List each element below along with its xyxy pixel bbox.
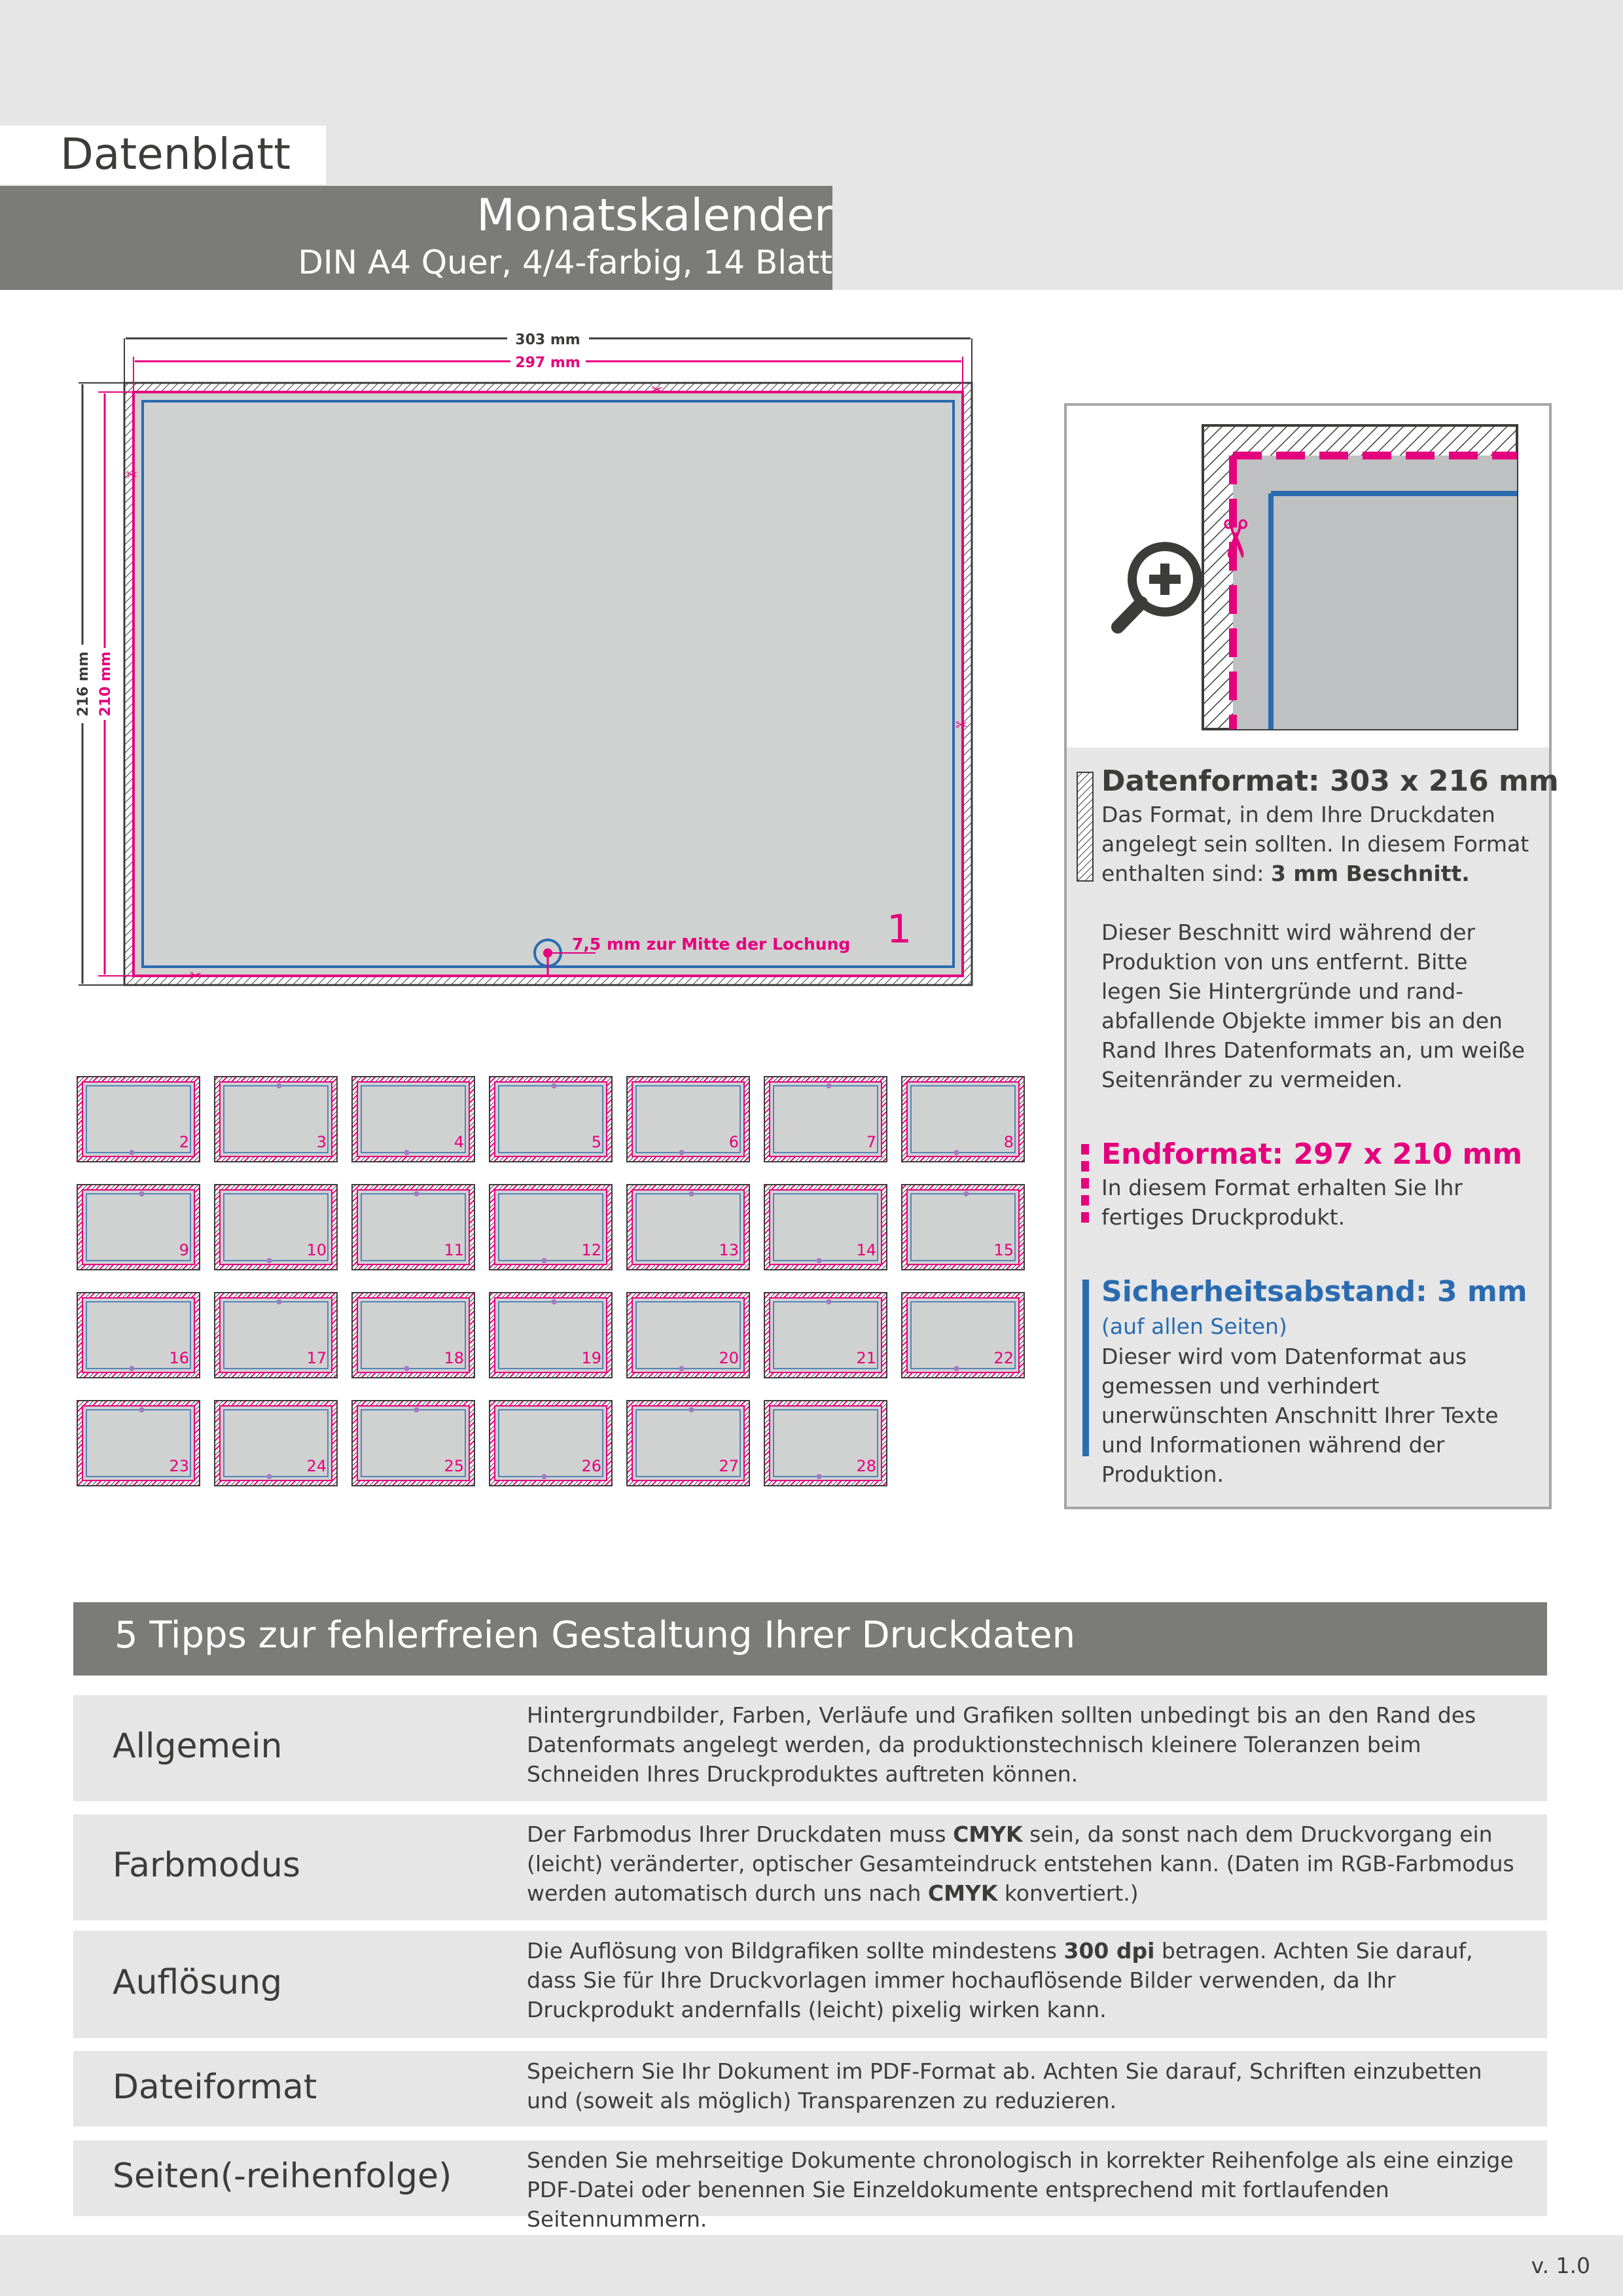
scissors-icon: ✂ <box>126 467 138 484</box>
data-format-text-2: Dieser Beschnitt wird während der Produktion von uns entfernt. Bitte legen Sie Hintergründe und rand-abfallende Objekte immer bis an den Rand Ihres Datenformats an, um weiße Seitenränder zu vermeiden. <box>1101 920 1525 1092</box>
scissors-icon: ✂ <box>651 382 664 399</box>
tip-label: Seiten(-reihenfolge) <box>113 2157 452 2196</box>
safety-heading: Sicherheitsabstand: 3 mm <box>1101 1275 1527 1308</box>
paper-area <box>134 392 963 976</box>
page-thumbnail <box>352 1401 474 1486</box>
format-diagram <box>72 331 988 998</box>
footer-band <box>0 2235 1623 2296</box>
scissors-icon: ✂ <box>955 717 968 734</box>
tip-text: Senden Sie mehrseitige Dokumente chronologisch in korrekter Reihenfolge als eine einzige PDF-Datei oder benennen Sie Einzeldokumente entsprechend mit fortlaufenden Seitennummern. <box>527 2147 1514 2232</box>
page-thumbnails <box>72 1070 1041 1496</box>
page-thumbnail <box>902 1077 1024 1162</box>
page-thumbnail-number: 9 <box>179 1241 189 1259</box>
page-thumbnail <box>627 1185 749 1270</box>
page-thumbnail <box>215 1077 337 1162</box>
tip-label: Allgemein <box>113 1727 283 1766</box>
page-thumbnail-number: 28 <box>856 1457 876 1475</box>
page-thumbnail-number: 14 <box>856 1241 876 1259</box>
page-thumbnail <box>77 1185 200 1270</box>
page-thumbnail <box>77 1077 200 1162</box>
page-thumbnail-number: 17 <box>306 1349 327 1367</box>
tip-text: Speichern Sie Ihr Dokument im PDF-Format ab. Achten Sie darauf, Schriften einzubetten und (soweit als möglich) Transparenzen zu reduzieren. <box>527 2058 1482 2113</box>
tip-text: Der Farbmodus Ihrer Druckdaten muss CMYK sein, da sonst nach dem Druckvorgang ein (leicht) veränderter, optischer Gesamteindruck entstehen kann. (Daten im RGB-Farbmodus werden automatisch durch uns nach CMYK konvertiert.) <box>527 1821 1514 1906</box>
page-thumbnail-number: 16 <box>169 1349 189 1367</box>
page-thumbnail <box>352 1077 474 1162</box>
data-format-heading: Datenformat: 303 x 216 mm <box>1101 764 1559 798</box>
page-thumbnail-number: 27 <box>719 1457 739 1475</box>
page-thumbnail-number: 20 <box>719 1349 739 1367</box>
scissors-icon: ✂ <box>1204 517 1265 562</box>
zoom-in-icon <box>1118 547 1198 627</box>
tip-label: Farbmodus <box>113 1846 300 1885</box>
page-thumbnail <box>490 1185 612 1270</box>
page-thumbnail <box>627 1293 749 1378</box>
page-thumbnail <box>764 1077 887 1162</box>
page-thumbnail <box>627 1401 749 1486</box>
tip-text: Die Auflösung von Bildgrafiken sollte mindestens 300 dpi betragen. Achten Sie darauf, dass Sie für Ihre Druckvorlagen immer hochauflösende Bilder verwenden, da Ihr Druckprodukt andernfalls (leicht) pixelig wirken kann. <box>527 1938 1473 2022</box>
scissors-icon: ✂ <box>190 968 202 984</box>
page-thumbnail-number: 10 <box>306 1241 327 1259</box>
end-format-text: In diesem Format erhalten Sie Ihr fertiges Druckprodukt. <box>1101 1175 1463 1230</box>
page-thumbnail <box>77 1293 200 1378</box>
page-thumbnail <box>490 1401 612 1486</box>
page-thumbnail-number: 4 <box>454 1133 464 1151</box>
safety-text: Dieser wird vom Datenformat aus gemessen und verhindert unerwünschten Anschnitt Ihrer Texte und Informationen während der Produktion. <box>1101 1344 1499 1487</box>
page-thumbnail-number: 13 <box>719 1241 739 1259</box>
page-subtitle: DIN A4 Quer, 4/4-farbig, 14 Blatt <box>298 243 832 281</box>
page-thumbnail-number: 23 <box>169 1457 189 1475</box>
page-thumbnail <box>490 1293 612 1378</box>
end-width-label: 297 mm <box>515 355 580 371</box>
page-thumbnail <box>764 1293 887 1378</box>
page-thumbnail <box>490 1077 612 1162</box>
end-format-heading: Endformat: 297 x 210 mm <box>1101 1138 1523 1171</box>
hole-note: 7,5 mm zur Mitte der Lochung <box>572 935 851 954</box>
page-thumbnail-number: 8 <box>1003 1133 1014 1151</box>
tips-title: 5 Tipps zur fehlerfreien Gestaltung Ihrer Druckdaten <box>115 1614 1076 1657</box>
page-thumbnail-number: 22 <box>993 1349 1014 1367</box>
page-number: 1 <box>887 906 912 952</box>
data-height-label: 216 mm <box>75 651 92 717</box>
page-thumbnail-number: 6 <box>728 1133 739 1151</box>
page-thumbnail-number: 5 <box>591 1133 601 1151</box>
page-thumbnail <box>215 1293 337 1378</box>
page-thumbnail-number: 7 <box>866 1133 876 1151</box>
page-thumbnail-number: 12 <box>581 1241 601 1259</box>
page-thumbnail <box>902 1185 1024 1270</box>
end-height-label: 210 mm <box>98 651 114 717</box>
page-thumbnail <box>764 1185 887 1270</box>
page-thumbnail-number: 25 <box>444 1457 464 1475</box>
page-title: Monatskalender <box>476 190 832 242</box>
page-thumbnail <box>352 1293 474 1378</box>
version-label: v. 1.0 <box>1531 2253 1590 2278</box>
page-thumbnail-number: 18 <box>444 1349 464 1367</box>
tip-label: Auflösung <box>113 1963 283 2002</box>
page-thumbnail <box>215 1185 337 1270</box>
trim-marker <box>1081 1144 1089 1229</box>
page-thumbnail-number: 26 <box>581 1457 601 1475</box>
page-thumbnail-number: 19 <box>581 1349 601 1367</box>
page-thumbnail-number: 2 <box>179 1133 189 1151</box>
safety-subheading: (auf allen Seiten) <box>1101 1314 1287 1339</box>
page-thumbnail-number: 11 <box>444 1241 464 1259</box>
page-thumbnail <box>352 1185 474 1270</box>
page-thumbnail <box>215 1401 337 1486</box>
page-thumbnail <box>902 1293 1024 1378</box>
page-thumbnail-number: 15 <box>993 1241 1014 1259</box>
tip-text: Hintergrundbilder, Farben, Verläufe und Grafiken sollten unbedingt bis an den Rand des Datenformats angelegt werden, da produktionstechnisch kleinere Toleranzen beim Schneiden Ihres Druckproduktes auftreten können. <box>527 1702 1476 1787</box>
page-thumbnail-number: 3 <box>316 1133 327 1151</box>
page-thumbnail <box>627 1077 749 1162</box>
page-thumbnail-number: 24 <box>306 1457 327 1475</box>
data-format-text: Das Format, in dem Ihre Druckdaten angelegt sein sollten. In diesem Format enthalten sind: 3 mm Beschnitt. <box>1101 802 1529 886</box>
page-thumbnail-number: 21 <box>856 1349 876 1367</box>
page-thumbnail <box>77 1401 200 1486</box>
bleed-detail-illustration <box>1086 419 1544 733</box>
data-width-label: 303 mm <box>515 332 580 348</box>
document-type-label: Datenblatt <box>60 129 291 179</box>
hatch-marker <box>1076 771 1096 882</box>
page-thumbnail <box>764 1401 887 1486</box>
tip-label: Dateiformat <box>113 2067 317 2107</box>
safety-marker <box>1082 1280 1089 1456</box>
